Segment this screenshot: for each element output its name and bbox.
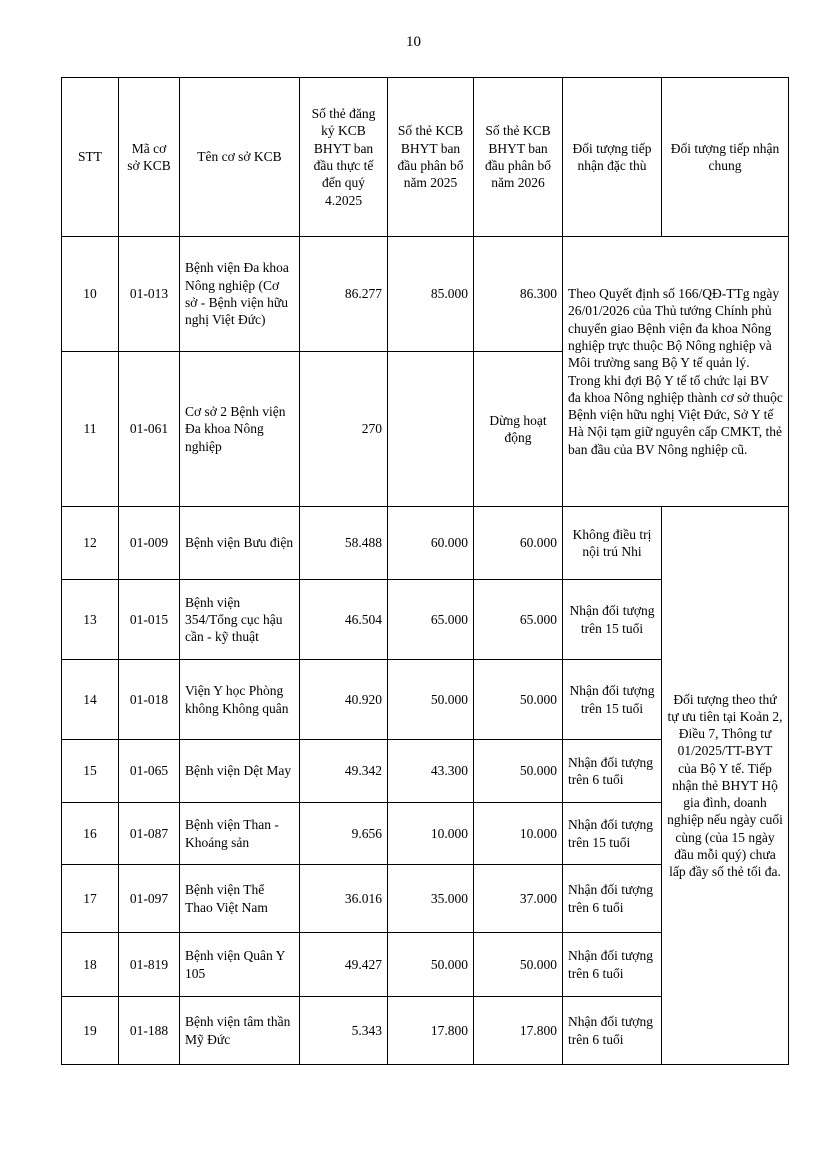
page-number: 10 (406, 34, 421, 50)
column-header-phan-bo-2026: Số thẻ KCB BHYT ban đầu phân bổ năm 2026 (474, 78, 563, 237)
cell-phan-bo-2025: 50.000 (388, 660, 474, 740)
cell-dang-ky-thuc-te: 5.343 (300, 997, 388, 1065)
cell-ten-co-so: Viện Y học Phòng không Không quân (180, 660, 300, 740)
column-header-ma-co-so-kcb: Mã cơ sở KCB (119, 78, 180, 237)
cell-stt: 14 (62, 660, 119, 740)
cell-phan-bo-2026: 50.000 (474, 660, 563, 740)
table-body (62, 237, 789, 1065)
cell-stt: 16 (62, 803, 119, 865)
column-header-doi-tuong-dac-thu: Đối tượng tiếp nhận đặc thù (563, 78, 662, 237)
cell-dang-ky-thuc-te: 49.427 (300, 933, 388, 997)
table-row (62, 507, 789, 580)
cell-doi-tuong-dac-thu: Nhận đối tượng trên 6 tuổi (563, 865, 662, 933)
column-header-doi-tuong-chung: Đối tượng tiếp nhận chung (662, 78, 789, 237)
cell-phan-bo-2026: 17.800 (474, 997, 563, 1065)
cell-dang-ky-thuc-te: 58.488 (300, 507, 388, 580)
table-row (62, 237, 789, 352)
cell-stt: 19 (62, 997, 119, 1065)
cell-phan-bo-2025: 60.000 (388, 507, 474, 580)
cell-ten-co-so: Bệnh viện Than - Khoáng sản (180, 803, 300, 865)
table-header (62, 78, 789, 237)
cell-dang-ky-thuc-te: 36.016 (300, 865, 388, 933)
cell-phan-bo-2026: 50.000 (474, 933, 563, 997)
cell-ma-co-so: 01-013 (119, 237, 180, 352)
cell-ten-co-so: Bệnh viện Thể Thao Việt Nam (180, 865, 300, 933)
cell-dang-ky-thuc-te: 46.504 (300, 580, 388, 660)
cell-ma-co-so: 01-015 (119, 580, 180, 660)
cell-phan-bo-2026: 37.000 (474, 865, 563, 933)
cell-doi-tuong-dac-thu: Nhận đối tượng trên 6 tuổi (563, 740, 662, 803)
cell-stt: 18 (62, 933, 119, 997)
cell-ten-co-so: Bệnh viện tâm thần Mỹ Đức (180, 997, 300, 1065)
cell-doi-tuong-chung: Đối tượng theo thứ tự ưu tiên tại Koản 2, Điều 7, Thông tư 01/2025/TT-BYT của Bộ Y tế. Tiếp nhận thẻ BHYT Hộ gia đình, doanh nghiệp nếu ngày cuối cùng (của 15 ngày đầu mỗi quý) chưa lấp đầy số thẻ tối đa. (662, 507, 789, 1065)
cell-phan-bo-2026: 10.000 (474, 803, 563, 865)
cell-doi-tuong-dac-thu: Nhận đối tượng trên 15 tuổi (563, 660, 662, 740)
cell-phan-bo-2025: 35.000 (388, 865, 474, 933)
header-row (62, 78, 789, 237)
cell-stt: 13 (62, 580, 119, 660)
cell-ten-co-so: Bệnh viện Đa khoa Nông nghiệp (Cơ sở - Bệnh viện hữu nghị Việt Đức) (180, 237, 300, 352)
cell-doi-tuong-dac-thu: Không điều trị nội trú Nhi (563, 507, 662, 580)
cell-dang-ky-thuc-te: 49.342 (300, 740, 388, 803)
cell-phan-bo-2025: 85.000 (388, 237, 474, 352)
cell-ten-co-so: Bệnh viện Dệt May (180, 740, 300, 803)
cell-phan-bo-2026: Dừng hoạt động (474, 352, 563, 507)
cell-doi-tuong-dac-thu: Nhận đối tượng trên 6 tuổi (563, 997, 662, 1065)
cell-ma-co-so: 01-065 (119, 740, 180, 803)
cell-note-nong-nghiep: Theo Quyết định số 166/QĐ-TTg ngày 26/01/2026 của Thủ tướng Chính phủ chuyển giao Bệnh viện đa khoa Nông nghiệp trực thuộc Bộ Nông nghiệp và Môi trường sang Bộ Y tế quản lý. Trong khi đợi Bộ Y tế tổ chức lại BV đa khoa Nông nghiệp thành cơ sở thuộc Bệnh viện hữu nghị Việt Đức, Sở Y tế Hà Nội tạm giữ nguyên cấp CMKT, thẻ ban đầu của BV Nông nghiệp cũ. (563, 237, 789, 507)
cell-stt: 12 (62, 507, 119, 580)
cell-stt: 15 (62, 740, 119, 803)
cell-ma-co-so: 01-188 (119, 997, 180, 1065)
cell-ma-co-so: 01-009 (119, 507, 180, 580)
cell-doi-tuong-dac-thu: Nhận đối tượng trên 15 tuổi (563, 580, 662, 660)
cell-ma-co-so: 01-097 (119, 865, 180, 933)
cell-phan-bo-2026: 86.300 (474, 237, 563, 352)
cell-ten-co-so: Bệnh viện 354/Tổng cục hậu cần - kỹ thuật (180, 580, 300, 660)
cell-phan-bo-2025: 17.800 (388, 997, 474, 1065)
cell-ma-co-so: 01-018 (119, 660, 180, 740)
cell-phan-bo-2025: 10.000 (388, 803, 474, 865)
cell-phan-bo-2025: 50.000 (388, 933, 474, 997)
cell-ten-co-so: Bệnh viện Quân Y 105 (180, 933, 300, 997)
cell-stt: 11 (62, 352, 119, 507)
cell-ma-co-so: 01-087 (119, 803, 180, 865)
cell-dang-ky-thuc-te: 270 (300, 352, 388, 507)
column-header-stt: STT (62, 78, 119, 237)
cell-phan-bo-2026: 60.000 (474, 507, 563, 580)
cell-phan-bo-2025: 43.300 (388, 740, 474, 803)
allocation-table (61, 77, 789, 1065)
column-header-phan-bo-2025: Số thẻ KCB BHYT ban đầu phân bổ năm 2025 (388, 78, 474, 237)
cell-dang-ky-thuc-te: 86.277 (300, 237, 388, 352)
cell-phan-bo-2026: 50.000 (474, 740, 563, 803)
cell-doi-tuong-dac-thu: Nhận đối tượng trên 15 tuổi (563, 803, 662, 865)
column-header-ten-co-so-kcb: Tên cơ sở KCB (180, 78, 300, 237)
cell-stt: 10 (62, 237, 119, 352)
cell-ten-co-so: Bệnh viện Bưu điện (180, 507, 300, 580)
cell-stt: 17 (62, 865, 119, 933)
cell-ma-co-so: 01-061 (119, 352, 180, 507)
cell-doi-tuong-dac-thu: Nhận đối tượng trên 6 tuổi (563, 933, 662, 997)
cell-ma-co-so: 01-819 (119, 933, 180, 997)
cell-dang-ky-thuc-te: 9.656 (300, 803, 388, 865)
cell-phan-bo-2025: 65.000 (388, 580, 474, 660)
cell-phan-bo-2026: 65.000 (474, 580, 563, 660)
cell-dang-ky-thuc-te: 40.920 (300, 660, 388, 740)
column-header-so-the-dang-ky-thuc-te: Số thẻ đăng ký KCB BHYT ban đầu thực tế đến quý 4.2025 (300, 78, 388, 237)
cell-ten-co-so: Cơ sở 2 Bệnh viện Đa khoa Nông nghiệp (180, 352, 300, 507)
cell-phan-bo-2025 (388, 352, 474, 507)
